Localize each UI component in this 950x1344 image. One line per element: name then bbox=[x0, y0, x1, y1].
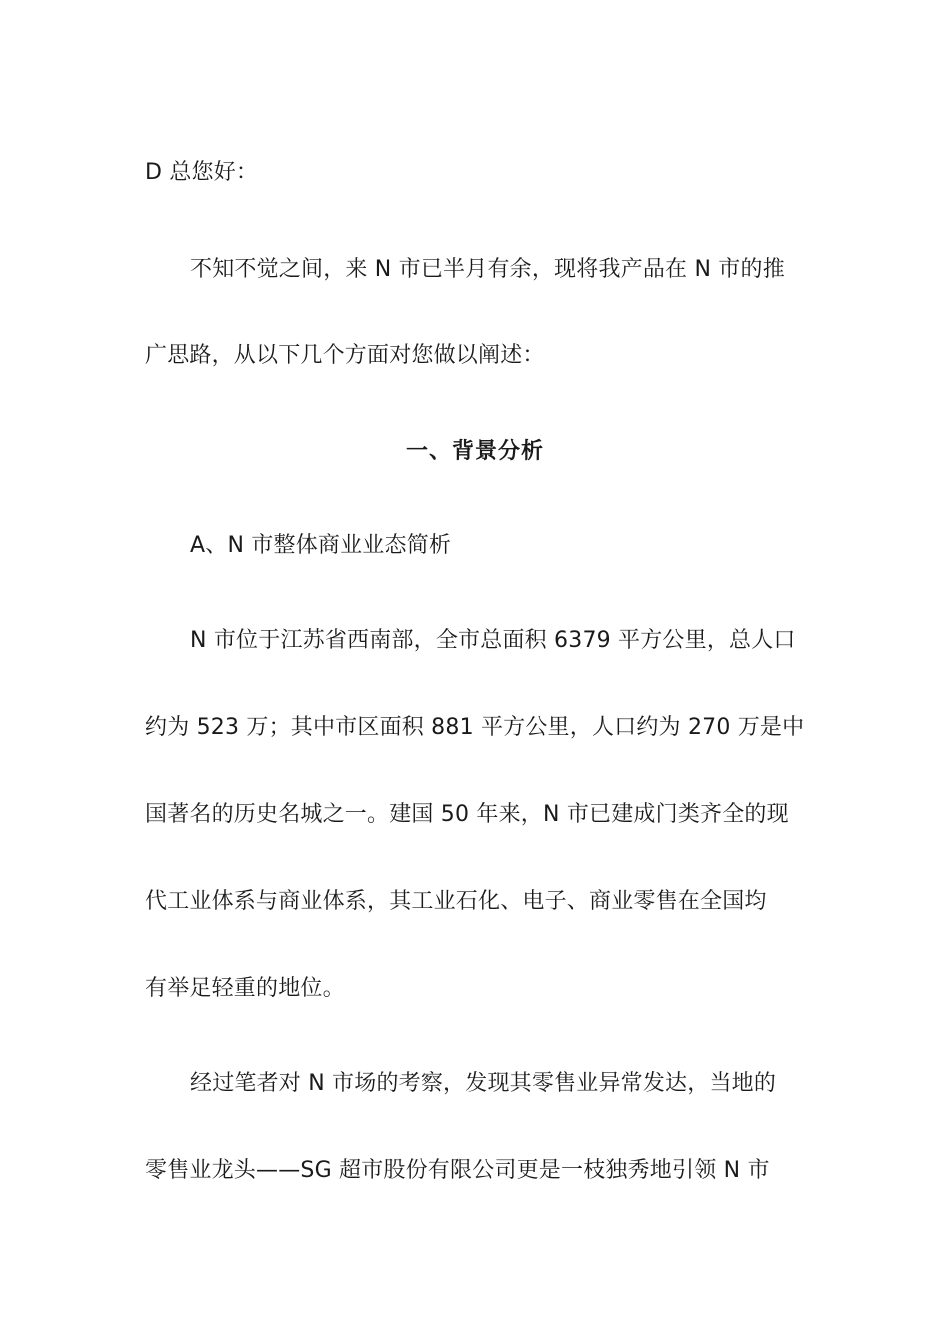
intro-line-2: 广思路，从以下几个方面对您做以阐述： bbox=[145, 343, 545, 368]
paragraph1-line-4: 代工业体系与商业体系，其工业石化、电子、商业零售在全国均 bbox=[145, 889, 767, 914]
paragraph2-line-1: 经过笔者对 N 市场的考察，发现其零售业异常发达，当地的 bbox=[190, 1071, 777, 1096]
paragraph1-line-5: 有举足轻重的地位。 bbox=[145, 976, 345, 1001]
section-title: 一、背景分析 bbox=[405, 439, 544, 464]
subsection-title: A、N 市整体商业业态简析 bbox=[190, 533, 452, 558]
intro-line-1: 不知不觉之间，来 N 市已半月有余，现将我产品在 N 市的推 bbox=[190, 257, 785, 282]
paragraph1-line-2: 约为 523 万；其中市区面积 881 平方公里，人口约为 270 万是中 bbox=[145, 715, 805, 740]
paragraph1-line-1: N 市位于江苏省西南部，全市总面积 6379 平方公里，总人口 bbox=[190, 628, 796, 653]
paragraph2-line-2: 零售业龙头——SG 超市股份有限公司更是一枝独秀地引领 N 市 bbox=[145, 1158, 770, 1183]
paragraph1-line-3: 国著名的历史名城之一。建国 50 年来，N 市已建成门类齐全的现 bbox=[145, 802, 789, 827]
greeting: D 总您好： bbox=[145, 160, 259, 185]
